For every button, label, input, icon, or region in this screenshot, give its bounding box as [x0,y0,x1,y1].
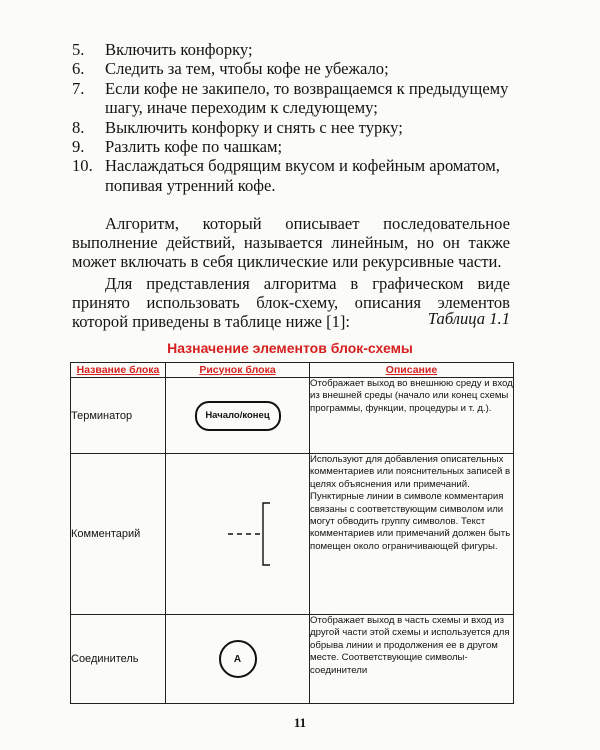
step-text: Включить конфорку; [105,40,253,59]
step-number: 8. [72,117,85,137]
table-header-row [71,363,514,378]
comment-shape [166,454,310,614]
connector-shape [219,640,257,678]
step-number: 9. [72,137,85,157]
table-row [71,615,514,704]
list-item [72,118,542,137]
block-description: Используют для добавления описательных комментариев или пояснительных записей в целях объяснения или примечаний. Пунктирные линии в символе комментария связаны с соответствующим символом или могут обводить группу символов. Текст комментариев или примечаний должен быть помещен около ограничивающей фигуры. [310,454,514,615]
table-row [71,454,514,615]
terminator-label: Начало/конец [205,410,270,421]
block-picture [166,615,310,704]
header-block-picture: Рисунок блока [166,363,310,378]
list-item [72,40,542,59]
block-picture [166,454,310,615]
block-name: Терминатор [71,378,166,454]
list-item [72,156,542,195]
paragraph-flowchart-intro: Для представления алгоритма в графическом виде принято использовать блок-схему, описания элементов которой приведены в таблице ниже [1]: [72,273,510,332]
step-text: Следить за тем, чтобы кофе не убежало; [105,59,389,79]
step-text: Выключить конфорку и снять с нее турку; [105,117,403,137]
paragraph-linear-algorithm: Алгоритм, который описывает последовательное выполнение действий, называется линейным, но он также может включать в себя циклические или рекурсивные части. [72,213,510,272]
block-description: Отображает выход во внешнюю среду и вход из внешней среды (начало или конец схемы программы, функции, процедуры и т. д.). [310,378,514,454]
block-description: Отображает выход в часть схемы и вход из другой части этой схемы и используется для обрыва линии и продолжения ее в другом месте. Соответствующие символы-соединители [310,615,514,704]
block-name: Комментарий [71,454,166,615]
block-name: Соединитель [71,615,166,704]
flowchart-elements-table [70,362,514,704]
block-picture [166,378,310,454]
header-description: Описание [310,363,514,378]
connector-label: A [233,653,242,665]
table-title: Назначение элементов блок-схемы [167,340,413,356]
step-text: Наслаждаться бодрящим вкусом и кофейным ароматом, попивая утренний кофе. [105,156,500,195]
list-item [72,59,542,78]
terminator-shape [195,401,281,431]
list-item [72,79,542,118]
table-row [71,378,514,454]
list-item [72,137,542,156]
step-number: 6. [72,59,85,79]
step-number: 5. [72,40,85,59]
step-text: Разлить кофе по чашкам; [105,137,283,157]
step-text: Если кофе не закипело, то возвращаемся к предыдущему шагу, иначе переходим к следующему; [105,78,509,118]
header-block-name: Название блока [71,363,166,378]
table-number: Таблица 1.1 [427,309,510,328]
step-number: 7. [72,78,85,98]
algorithm-steps-list [72,40,542,195]
step-number: 10. [72,156,93,176]
page-number: 11 [293,715,307,730]
